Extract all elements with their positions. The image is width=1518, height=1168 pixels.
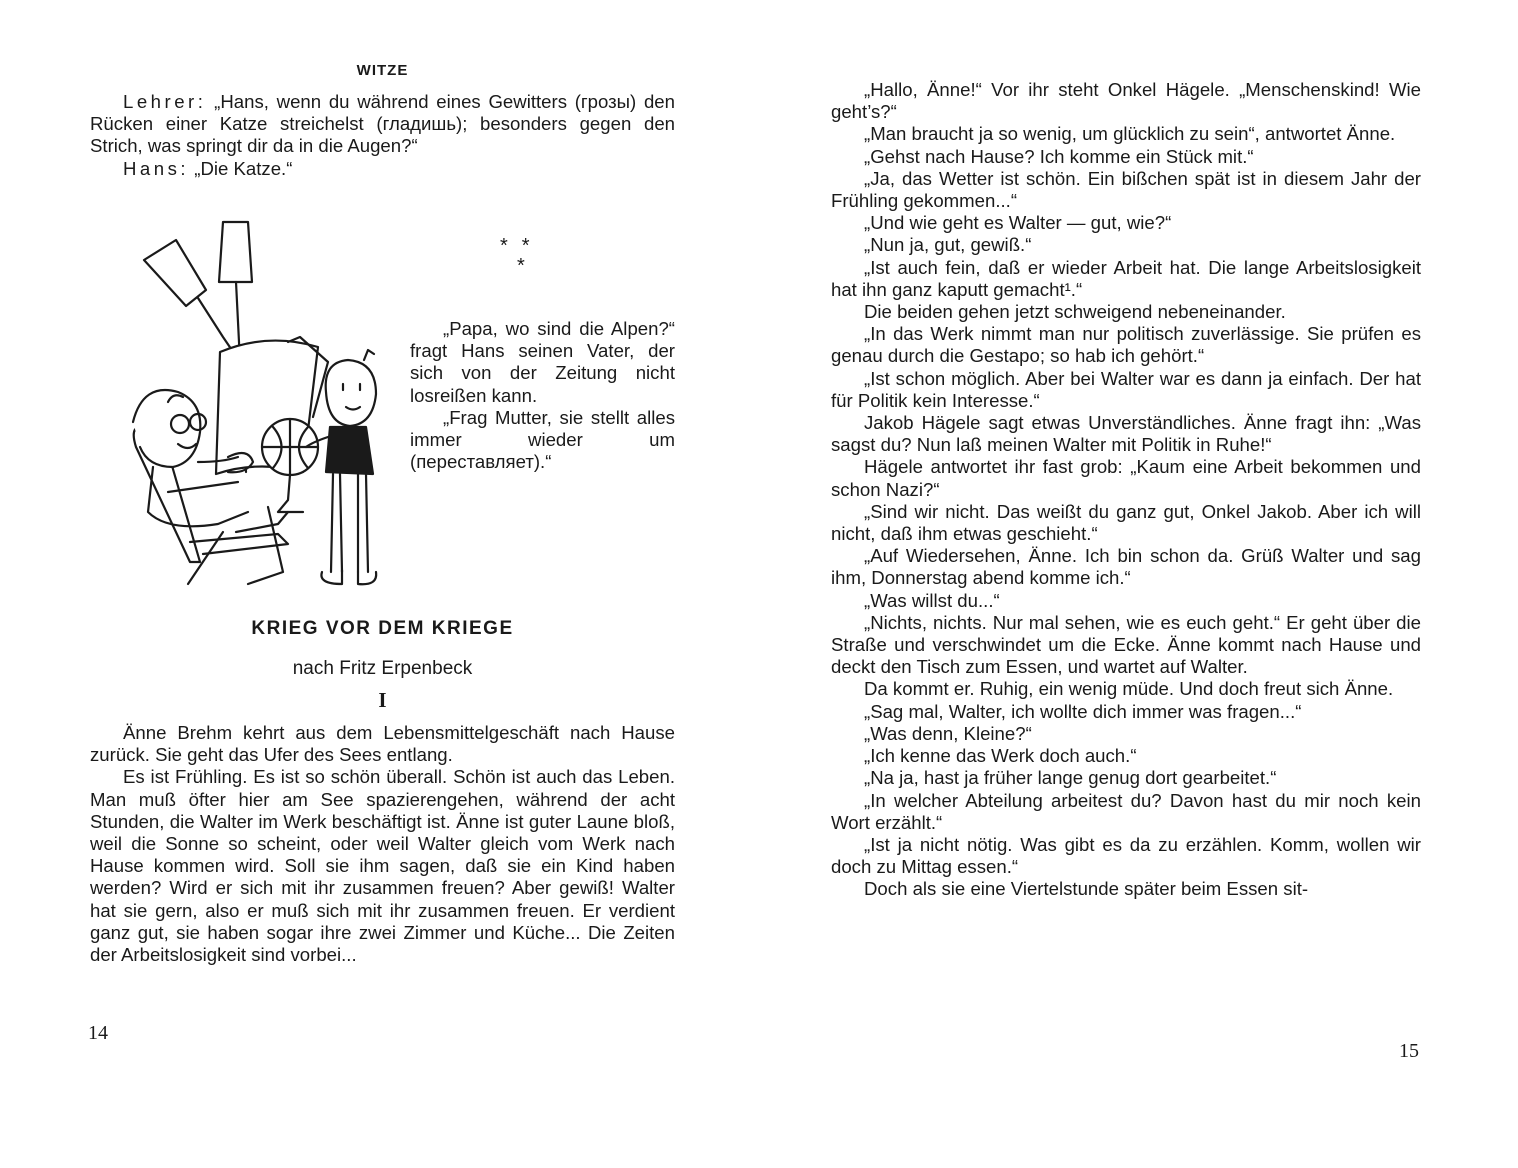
paragraph: „Sag mal, Walter, ich wollte dich immer was fragen...“: [864, 700, 1302, 722]
paragraph: „Was denn, Kleine?“: [864, 722, 1032, 744]
joke-2-paragraph-2: „Frag Mutter, sie stellt alles immer wieder um (переставляет).“: [410, 406, 675, 473]
joke-1-speaker-2: Hans:: [123, 157, 190, 179]
paragraph: „Ist schon möglich. Aber bei Walter war es dann ja einfach. Der hat für Politik kein Interesse.“: [831, 367, 1421, 411]
joke-1: [90, 91, 675, 180]
paragraph: „Nun ja, gut, gewiß.“: [864, 234, 1032, 256]
right-page: [759, 0, 1518, 1168]
paragraph: Änne Brehm kehrt aus dem Lebensmittelgeschäft nach Hause zurück. Sie geht das Ufer des Sees entlang.: [90, 722, 675, 766]
section-stars: [500, 236, 530, 276]
joke-2: [410, 318, 675, 473]
page-number-right: 15: [1399, 1040, 1419, 1062]
paragraph: Doch als sie eine Viertelstunde später beim Essen sit-: [864, 878, 1309, 900]
paragraph: „Und wie geht es Walter — gut, wie?“: [864, 212, 1172, 234]
story-title: KRIEG VOR DEM KRIEGE: [251, 618, 514, 639]
paragraph: Es ist Frühling. Es ist so schön überall. Schön ist auch das Leben. Man muß öfter hier am See spazierengehen, während der acht Stunden, die Walter im Werk beschäftigt ist. Änne ist guter Laune bloß, weil die Sonne so scheint, oder weil Walter gleich vom Werk nach Hause kommen wird. Soll sie ihm sagen, daß sie ein Kind haben werden? Wird er sich mit ihr zusammen freuen? Aber gewiß! Walter hat sie gern, also er muß sich mit ihr zusammen freuen. Er verdient ganz gut, sie haben sogar ihre zwei Zimmer und Küche... Die Zeiten der Arbeitslosigkeit sind vorbei...: [90, 766, 675, 966]
star: *: [500, 235, 508, 257]
joke-1-line-1: „Hans, wenn du während eines Gewitters (грозы) den Rücken einer Katze streichelst (гладишь); besonders gegen den Strich, was springt dir da in die Augen?“: [90, 91, 675, 157]
star: *: [517, 255, 525, 277]
paragraph: „Na ja, hast ja früher lange genug dort gearbeitet.“: [864, 767, 1277, 789]
paragraph: „Ja, das Wetter ist schön. Ein bißchen spät ist in diesem Jahr der Frühling gekommen...“: [831, 167, 1421, 212]
joke-1-speaker-1: Lehrer:: [123, 91, 207, 112]
paragraph: „Sind wir nicht. Das weißt du ganz gut, Onkel Jakob. Aber ich will nicht, daß ihm etwas geschieht.“: [831, 500, 1421, 545]
paragraph: „Ich kenne das Werk doch auch.“: [864, 745, 1137, 767]
paragraph: „Auf Wiedersehen, Änne. Ich bin schon da. Grüß Walter und sag ihm, Donnerstag abend komme ich.“: [831, 545, 1421, 589]
paragraph: Hägele antwortet ihr fast grob: „Kaum eine Arbeit bekommen und schon Nazi?“: [831, 456, 1421, 500]
paragraph: „Ist ja nicht nötig. Was gibt es da zu erzählen. Komm, wollen wir doch zu Mittag essen.“: [831, 833, 1421, 878]
joke-1-line-2: „Die Katze.“: [194, 157, 293, 179]
paragraph: „Man braucht ja so wenig, um glücklich zu sein“, antwortet Änne.: [864, 123, 1396, 145]
paragraph: „Hallo, Änne!“ Vor ihr steht Onkel Hägele. „Menschenskind! Wie geht’s?“: [831, 79, 1421, 123]
paragraph: „In welcher Abteilung arbeitest du? Davon hast du mir noch kein Wort erzählt.“: [831, 789, 1421, 833]
paragraph: Die beiden gehen jetzt schweigend nebeneinander.: [864, 301, 1286, 323]
page-number-left: 14: [88, 1022, 108, 1044]
paragraph: „Ist auch fein, daß er wieder Arbeit hat. Die lange Arbeitslosigkeit hat ihn ganz kaputt gemacht¹.“: [831, 256, 1421, 300]
paragraph: Da kommt er. Ruhig, ein wenig müde. Und doch freut sich Änne.: [864, 678, 1394, 700]
paragraph: Jakob Hägele sagt etwas Unverständliches. Änne fragt ihn: „Was sagst du? Nun laß meinen Walter mit Politik in Ruhe!“: [831, 412, 1421, 456]
story-text-right: [831, 79, 1421, 901]
paragraph: „Gehst nach Hause? Ich komme ein Stück mit.“: [864, 145, 1254, 167]
chapter-number: I: [378, 688, 387, 712]
joke-2-paragraph-1: „Papa, wo sind die Alpen?“ fragt Hans seinen Vater, der sich von der Zeitung nicht losreißen kann.: [410, 318, 675, 406]
paragraph: „Was willst du...“: [864, 589, 1000, 611]
story-text-left: [90, 722, 675, 966]
cartoon-illustration: [128, 212, 398, 592]
story-author: nach Fritz Erpenbeck: [292, 658, 473, 679]
witze-title: WITZE: [356, 62, 409, 79]
star: *: [521, 235, 530, 257]
paragraph: „Nichts, nichts. Nur mal sehen, wie es euch geht.“ Er geht über die Straße und verschwindet um die Ecke. Änne kommt nach Hause und deckt den Tisch zum Essen, und wartet auf Walter.: [831, 611, 1421, 678]
paragraph: „In das Werk nimmt man nur politisch zuverlässige. Sie prüfen es genau durch die Gestapo; so hab ich gehört.“: [831, 323, 1421, 367]
